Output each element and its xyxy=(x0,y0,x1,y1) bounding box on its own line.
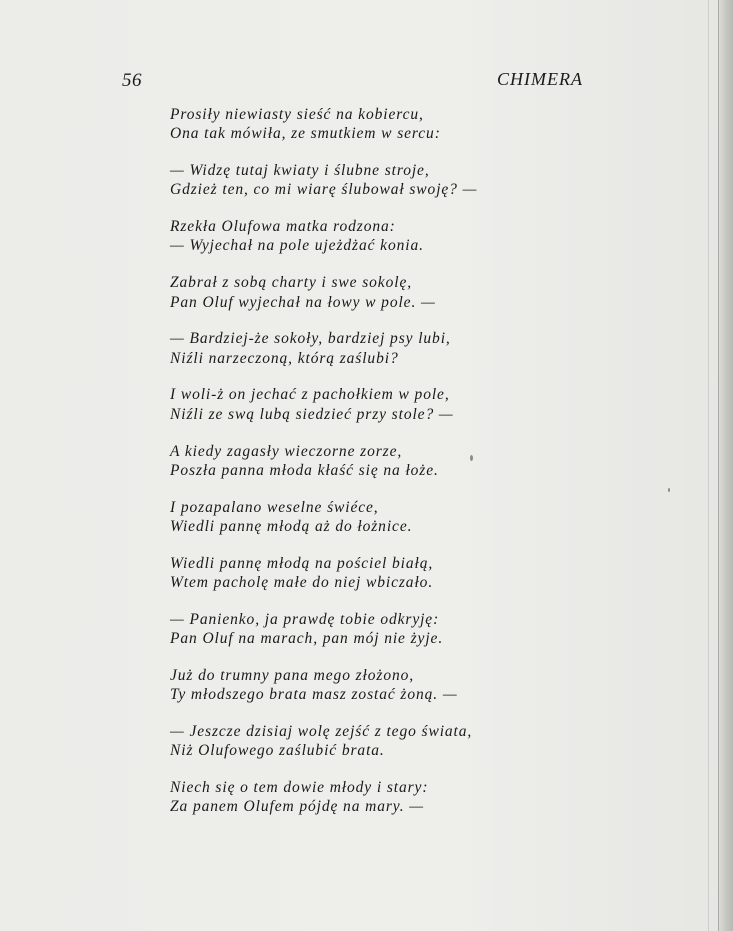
page-number: 56 xyxy=(122,70,142,91)
stanza xyxy=(170,105,670,144)
verse-line: Rzekła Olufowa matka rodzona: xyxy=(170,218,396,236)
verse-line: — Jeszcze dzisiaj wolę zejść z tego świata, xyxy=(170,723,473,741)
stanza xyxy=(170,217,670,256)
paper-fleck xyxy=(668,488,670,492)
verse-line: Niźli ze swą lubą siedzieć przy stole? — xyxy=(170,405,454,423)
stanza xyxy=(170,385,670,424)
verse-line: — Bardziej-że sokoły, bardziej psy lubi, xyxy=(170,330,451,348)
verse-line: Poszła panna młoda kłaść się na łoże. xyxy=(170,461,439,479)
stanza xyxy=(170,610,670,649)
stanza xyxy=(170,778,670,817)
verse-line: Gdzież ten, co mi wiarę ślubował swoję? — xyxy=(170,181,478,199)
verse-line: Za panem Olufem pójdę na mary. — xyxy=(170,798,424,816)
verse-line: Niźli narzeczoną, którą zaślubi? xyxy=(170,349,399,367)
verse-line: Pan Oluf wyjechał na łowy w pole. — xyxy=(170,293,436,311)
verse-line: Pan Oluf na marach, pan mój nie żyje. xyxy=(170,630,444,648)
poem xyxy=(170,105,670,834)
paper-fleck xyxy=(470,455,473,461)
stanza xyxy=(170,161,670,200)
stanza xyxy=(170,498,670,537)
stanza xyxy=(170,666,670,705)
verse-line: — Widzę tutaj kwiaty i ślubne stroje, xyxy=(170,162,430,180)
stanza xyxy=(170,329,670,368)
verse-line: Niech się o tem dowie młody i stary: xyxy=(170,779,429,797)
verse-line: Ty młodszego brata masz zostać żoną. — xyxy=(170,686,458,704)
running-head: CHIMERA xyxy=(497,69,583,89)
stanza xyxy=(170,442,670,481)
verse-line: A kiedy zagasły wieczorne zorze, xyxy=(170,442,403,460)
stanza xyxy=(170,722,670,761)
stanza xyxy=(170,273,670,312)
verse-line: Wiedli pannę młodą na pościel białą, xyxy=(170,554,434,572)
verse-line: Niż Olufowego zaślubić brata. xyxy=(170,742,385,760)
page-edge-line xyxy=(708,0,709,931)
verse-line: I woli-ż on jechać z pachołkiem w pole, xyxy=(170,386,450,404)
verse-line: Prosiły niewiasty sieść na kobiercu, xyxy=(170,106,424,123)
verse-line: I pozapalano weselne świéce, xyxy=(170,498,379,516)
verse-line: Już do trumny pana mego złożono, xyxy=(170,666,415,684)
verse-line: Ona tak mówiła, ze smutkiem w sercu: xyxy=(170,125,441,143)
verse-line: — Wyjechał na pole ujeżdżać konia. xyxy=(170,237,424,255)
verse-line: — Panienko, ja prawdę tobie odkryję: xyxy=(170,610,440,628)
verse-line: Wiedli pannę młodą aż do łożnice. xyxy=(170,517,413,535)
verse-line: Zabrał z sobą charty i swe sokolę, xyxy=(170,274,412,292)
page-binding-edge xyxy=(718,0,733,931)
verse-line: Wtem pacholę małe do niej wbiczało. xyxy=(170,574,434,592)
stanza xyxy=(170,554,670,593)
